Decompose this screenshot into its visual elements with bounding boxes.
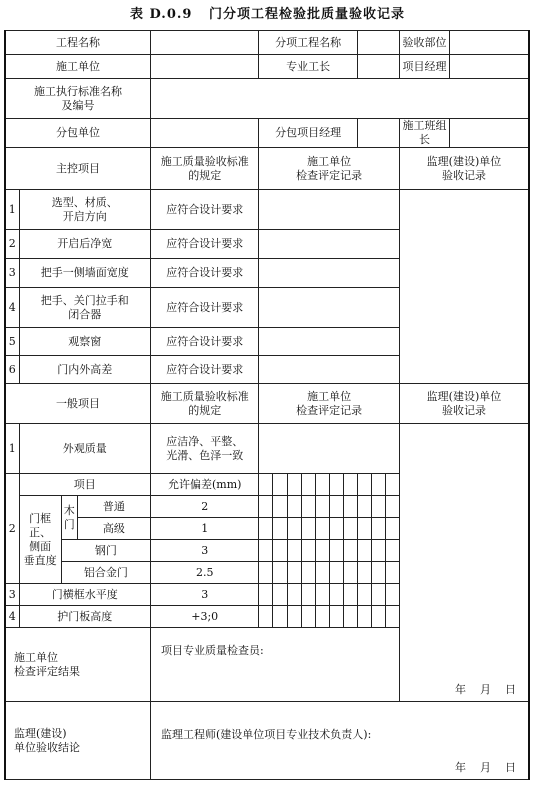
main-row-no: 3 [5,259,19,288]
check-cell[interactable] [301,496,315,518]
main-supervision-col: 监理(建设)单位 验收记录 [399,148,529,190]
check-cell[interactable] [357,496,371,518]
main-row-check[interactable] [259,190,400,230]
construction-date: 年 月 日 [455,683,516,696]
transom-level-label: 门横框水平度 [19,584,150,606]
main-row-item: 把手一侧墙面宽度 [19,259,150,288]
main-row-check[interactable] [259,230,400,259]
main-row-item: 开启后净宽 [19,230,150,259]
check-cell[interactable] [259,562,273,584]
main-supervision-cell[interactable] [399,190,529,384]
main-row-check[interactable] [259,328,400,356]
general-row-no: 3 [5,584,19,606]
check-cell[interactable] [315,562,329,584]
check-cell[interactable] [315,540,329,562]
subcontractor-label: 分包单位 [5,119,151,148]
check-cell[interactable] [329,562,343,584]
supervision-conclusion-label: 监理(建设) 单位验收结论 [5,702,151,780]
main-standard-col: 施工质量验收标准 的规定 [151,148,259,190]
check-cell[interactable] [357,584,371,606]
main-row-check[interactable] [259,288,400,328]
check-cell[interactable] [259,584,273,606]
check-cell[interactable] [259,540,273,562]
standard-name-value[interactable] [151,79,529,119]
normal-grade-value: 2 [151,496,259,518]
supervision-conclusion-cell[interactable] [151,702,529,780]
check-cell[interactable] [273,496,287,518]
check-cell[interactable] [343,474,357,496]
check-cell[interactable] [301,540,315,562]
aluminum-door-value: 2.5 [151,562,259,584]
check-cell[interactable] [315,606,329,628]
frame-vertical-label: 门框正、 侧面 垂直度 [19,496,61,584]
check-cell[interactable] [287,540,301,562]
subcontract-manager-value[interactable] [357,119,399,148]
check-cell[interactable] [315,474,329,496]
main-row-req: 应符合设计要求 [151,230,259,259]
check-cell[interactable] [385,518,399,540]
construction-unit-value[interactable] [151,55,259,79]
construction-result-cell[interactable] [151,628,529,702]
high-grade-label: 高级 [77,518,150,540]
general-items-header: 一般项目 [5,384,151,424]
check-cell[interactable] [357,606,371,628]
check-cell[interactable] [287,562,301,584]
project-name-value[interactable] [151,31,259,55]
check-cell[interactable] [273,474,287,496]
check-cell[interactable] [343,606,357,628]
check-cell[interactable] [273,606,287,628]
check-cell[interactable] [287,474,301,496]
check-cell[interactable] [371,474,385,496]
transom-level-value: 3 [151,584,259,606]
construction-unit-label: 施工单位 [5,55,151,79]
project-manager-value[interactable] [450,55,529,79]
check-cell[interactable] [273,540,287,562]
general-row-no: 2 [5,474,19,584]
general-check-col: 施工单位 检查评定记录 [259,384,400,424]
check-cell[interactable] [385,606,399,628]
check-cell[interactable] [315,518,329,540]
aluminum-door-label: 铝合金门 [61,562,150,584]
appearance-check[interactable] [259,424,400,474]
main-row-no: 5 [5,328,19,356]
general-supervision-col: 监理(建设)单位 验收记录 [399,384,529,424]
appearance-quality-req: 应洁净、平整、 光滑、色泽一致 [151,424,259,474]
main-row-no: 2 [5,230,19,259]
check-cell[interactable] [343,562,357,584]
check-cell[interactable] [385,496,399,518]
appearance-quality-label: 外观质量 [19,424,150,474]
main-items-header: 主控项目 [5,148,151,190]
supervising-engineer-label: 监理工程师(建设单位项目专业技术负责人): [161,728,372,741]
sub-project-name-label: 分项工程名称 [259,31,357,55]
main-row-req: 应符合设计要求 [151,356,259,384]
project-manager-label: 项目经理 [399,55,449,79]
acceptance-record-table [4,30,530,780]
check-cell[interactable] [357,540,371,562]
check-cell[interactable] [385,540,399,562]
project-name-label: 工程名称 [5,31,151,55]
check-cell[interactable] [273,562,287,584]
standard-name-label: 施工执行标准名称 及编号 [5,79,151,119]
check-cell[interactable] [371,540,385,562]
check-cell[interactable] [329,584,343,606]
check-cell[interactable] [385,584,399,606]
check-cell[interactable] [371,562,385,584]
main-row-check[interactable] [259,356,400,384]
supervision-date: 年 月 日 [455,761,516,774]
general-row-no: 1 [5,424,19,474]
check-cell[interactable] [343,584,357,606]
general-standard-col: 施工质量验收标准 的规定 [151,384,259,424]
check-cell[interactable] [371,518,385,540]
main-row-item: 观察窗 [19,328,150,356]
check-cell[interactable] [301,562,315,584]
tolerance-item-header: 项目 [19,474,150,496]
check-cell[interactable] [385,562,399,584]
team-leader-label: 施工班组长 [399,119,449,148]
acceptance-dept-label: 验收部位 [399,31,449,55]
check-cell[interactable] [259,606,273,628]
main-row-req: 应符合设计要求 [151,328,259,356]
page-title: 表 D.0.9 门分项工程检验批质量验收记录 [129,7,406,22]
quality-inspector-label: 项目专业质量检查员: [161,644,264,657]
check-cell[interactable] [273,584,287,606]
check-cell[interactable] [343,518,357,540]
check-cell[interactable] [301,474,315,496]
subcontract-manager-label: 分包项目经理 [259,119,357,148]
team-leader-value[interactable] [450,119,529,148]
check-cell[interactable] [301,606,315,628]
check-cell[interactable] [287,496,301,518]
kickplate-height-label: 护门板高度 [19,606,150,628]
tolerance-req-header: 允许偏差(mm) [151,474,259,496]
check-cell[interactable] [315,584,329,606]
professional-foreman-value[interactable] [357,55,399,79]
check-cell[interactable] [315,496,329,518]
check-cell[interactable] [259,518,273,540]
main-row-check[interactable] [259,259,400,288]
check-cell[interactable] [371,496,385,518]
check-cell[interactable] [259,496,273,518]
check-cell[interactable] [301,518,315,540]
steel-door-label: 钢门 [61,540,150,562]
check-cell[interactable] [329,606,343,628]
check-cell[interactable] [329,518,343,540]
general-row-no: 4 [5,606,19,628]
main-row-no: 1 [5,190,19,230]
professional-foreman-label: 专业工长 [259,55,357,79]
check-cell[interactable] [357,562,371,584]
main-row-no: 6 [5,356,19,384]
main-row-req: 应符合设计要求 [151,190,259,230]
kickplate-height-value: +3;0 [151,606,259,628]
main-check-col: 施工单位 检查评定记录 [259,148,400,190]
main-row-item: 把手、关门拉手和 闭合器 [19,288,150,328]
check-cell[interactable] [287,518,301,540]
sub-project-name-value[interactable] [357,31,399,55]
check-cell[interactable] [371,584,385,606]
check-cell[interactable] [329,474,343,496]
construction-result-label: 施工单位 检查评定结果 [5,628,151,702]
normal-grade-label: 普通 [77,496,150,518]
wood-door-label: 木 门 [61,496,77,540]
check-cell[interactable] [371,606,385,628]
check-cell[interactable] [343,496,357,518]
check-cell[interactable] [259,474,273,496]
check-cell[interactable] [301,584,315,606]
check-cell[interactable] [287,584,301,606]
check-cell[interactable] [273,518,287,540]
check-cell[interactable] [329,540,343,562]
main-row-item: 选型、材质、 开启方向 [19,190,150,230]
check-cell[interactable] [357,474,371,496]
main-row-req: 应符合设计要求 [151,259,259,288]
main-row-req: 应符合设计要求 [151,288,259,328]
check-cell[interactable] [329,496,343,518]
acceptance-dept-value[interactable] [450,31,529,55]
check-cell[interactable] [385,474,399,496]
check-cell[interactable] [357,518,371,540]
main-row-no: 4 [5,288,19,328]
high-grade-value: 1 [151,518,259,540]
check-cell[interactable] [287,606,301,628]
check-cell[interactable] [343,540,357,562]
steel-door-value: 3 [151,540,259,562]
subcontractor-value[interactable] [151,119,259,148]
main-row-item: 门内外高差 [19,356,150,384]
